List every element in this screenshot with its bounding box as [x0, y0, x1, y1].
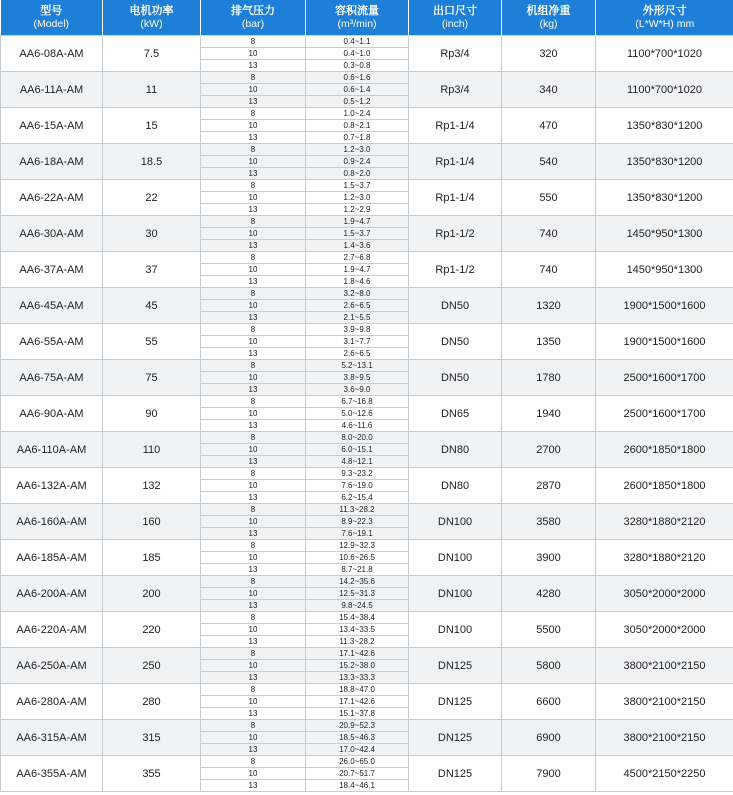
pressure-cell: 8: [201, 504, 306, 516]
flow-cell: 0.6~1.4: [306, 84, 409, 96]
flow-cell: 1.9~4.7: [306, 264, 409, 276]
table-row: [1, 432, 733, 444]
flow-cell: 0.9~2.4: [306, 156, 409, 168]
flow-cell: 15.1~37.8: [306, 708, 409, 720]
flow-cell: 0.5~1.2: [306, 96, 409, 108]
table-row: [1, 252, 733, 264]
flow-cell: 13.4~33.5: [306, 624, 409, 636]
flow-cell: 13.3~33.3: [306, 672, 409, 684]
outlet-cell: DN125: [409, 648, 502, 684]
pressure-cell: 10: [201, 156, 306, 168]
dims-cell: 3280*1880*2120: [596, 540, 733, 576]
flow-cell: 15.2~38.0: [306, 660, 409, 672]
weight-cell: 6600: [502, 684, 596, 720]
dims-cell: 3050*2000*2000: [596, 576, 733, 612]
outlet-cell: Rp3/4: [409, 72, 502, 108]
flow-cell: 1.5~3.7: [306, 180, 409, 192]
flow-cell: 20.9~52.3: [306, 720, 409, 732]
table-row: [1, 684, 733, 696]
flow-cell: 18.5~46.3: [306, 732, 409, 744]
pressure-cell: 13: [201, 60, 306, 72]
outlet-cell: Rp1-1/4: [409, 180, 502, 216]
flow-cell: 3.6~9.0: [306, 384, 409, 396]
pressure-cell: 8: [201, 288, 306, 300]
pressure-cell: 13: [201, 240, 306, 252]
pressure-cell: 10: [201, 732, 306, 744]
pressure-cell: 10: [201, 480, 306, 492]
flow-cell: 11.3~28.2: [306, 636, 409, 648]
model-cell: AA6-37A-AM: [1, 252, 103, 288]
pressure-cell: 8: [201, 684, 306, 696]
pressure-cell: 13: [201, 420, 306, 432]
dims-cell: 3280*1880*2120: [596, 504, 733, 540]
outlet-cell: DN100: [409, 540, 502, 576]
table-row: [1, 360, 733, 372]
flow-cell: 26.0~65.0: [306, 756, 409, 768]
pressure-cell: 13: [201, 348, 306, 360]
dims-cell: 3800*2100*2150: [596, 684, 733, 720]
power-cell: 75: [103, 360, 201, 396]
model-cell: AA6-250A-AM: [1, 648, 103, 684]
pressure-cell: 8: [201, 252, 306, 264]
header-power-cn: 电机功率: [129, 4, 174, 17]
flow-cell: 17.1~42.6: [306, 696, 409, 708]
power-cell: 200: [103, 576, 201, 612]
flow-cell: 2.6~6.5: [306, 300, 409, 312]
pressure-cell: 10: [201, 768, 306, 780]
table-row: [1, 720, 733, 732]
dims-cell: 4500*2150*2250: [596, 756, 733, 792]
power-cell: 7.5: [103, 36, 201, 72]
pressure-cell: 10: [201, 120, 306, 132]
pressure-cell: 10: [201, 372, 306, 384]
pressure-cell: 13: [201, 564, 306, 576]
power-cell: 18.5: [103, 144, 201, 180]
header-outlet-unit: (inch): [441, 17, 469, 30]
pressure-cell: 10: [201, 408, 306, 420]
spec-table-body: [1, 36, 733, 792]
weight-cell: 1350: [502, 324, 596, 360]
pressure-cell: 13: [201, 312, 306, 324]
pressure-cell: 10: [201, 192, 306, 204]
model-cell: AA6-90A-AM: [1, 396, 103, 432]
pressure-cell: 13: [201, 384, 306, 396]
weight-cell: 540: [502, 144, 596, 180]
dims-cell: 3050*2000*2000: [596, 612, 733, 648]
flow-cell: 1.2~3.0: [306, 144, 409, 156]
model-cell: AA6-110A-AM: [1, 432, 103, 468]
flow-cell: 12.5~31.3: [306, 588, 409, 600]
outlet-cell: Rp1-1/2: [409, 252, 502, 288]
header-power: [103, 0, 201, 36]
table-row: [1, 612, 733, 624]
flow-cell: 0.8~2.0: [306, 168, 409, 180]
outlet-cell: Rp1-1/4: [409, 108, 502, 144]
table-row: [1, 540, 733, 552]
flow-cell: 4.6~11.6: [306, 420, 409, 432]
flow-cell: 15.4~38.4: [306, 612, 409, 624]
pressure-cell: 8: [201, 72, 306, 84]
header-pressure-unit: (bar): [241, 17, 265, 30]
dims-cell: 1900*1500*1600: [596, 324, 733, 360]
header-model-cn: 型号: [40, 4, 63, 17]
model-cell: AA6-30A-AM: [1, 216, 103, 252]
outlet-cell: DN125: [409, 684, 502, 720]
header-dims: [596, 0, 733, 36]
weight-cell: 5500: [502, 612, 596, 648]
weight-cell: 2870: [502, 468, 596, 504]
model-cell: AA6-200A-AM: [1, 576, 103, 612]
outlet-cell: DN125: [409, 720, 502, 756]
table-row: [1, 396, 733, 408]
model-cell: AA6-75A-AM: [1, 360, 103, 396]
pressure-cell: 10: [201, 228, 306, 240]
power-cell: 30: [103, 216, 201, 252]
flow-cell: 3.2~8.0: [306, 288, 409, 300]
pressure-cell: 10: [201, 264, 306, 276]
model-cell: AA6-55A-AM: [1, 324, 103, 360]
flow-cell: 0.7~1.8: [306, 132, 409, 144]
pressure-cell: 8: [201, 468, 306, 480]
flow-cell: 9.8~24.5: [306, 600, 409, 612]
table-row: [1, 288, 733, 300]
table-row: [1, 504, 733, 516]
pressure-cell: 13: [201, 600, 306, 612]
flow-cell: 17.0~42.4: [306, 744, 409, 756]
power-cell: 15: [103, 108, 201, 144]
flow-cell: 1.2~2.9: [306, 204, 409, 216]
flow-cell: 8.0~20.0: [306, 432, 409, 444]
power-cell: 45: [103, 288, 201, 324]
power-cell: 250: [103, 648, 201, 684]
flow-cell: 1.4~3.6: [306, 240, 409, 252]
power-cell: 22: [103, 180, 201, 216]
dims-cell: 2600*1850*1800: [596, 432, 733, 468]
header-weight-cn: 机组净重: [526, 4, 571, 17]
flow-cell: 5.2~13.1: [306, 360, 409, 372]
flow-cell: 1.9~4.7: [306, 216, 409, 228]
power-cell: 90: [103, 396, 201, 432]
outlet-cell: DN80: [409, 468, 502, 504]
outlet-cell: DN50: [409, 360, 502, 396]
header-outlet-cn: 出口尺寸: [433, 4, 477, 17]
header-pressure: [201, 0, 306, 36]
pressure-cell: 10: [201, 300, 306, 312]
flow-cell: 1.0~2.4: [306, 108, 409, 120]
weight-cell: 5800: [502, 648, 596, 684]
flow-cell: 8.9~22.3: [306, 516, 409, 528]
flow-cell: 14.2~35.6: [306, 576, 409, 588]
pressure-cell: 10: [201, 552, 306, 564]
flow-cell: 6.7~16.8: [306, 396, 409, 408]
dims-cell: 1450*950*1300: [596, 252, 733, 288]
model-cell: AA6-15A-AM: [1, 108, 103, 144]
table-row: [1, 756, 733, 768]
pressure-cell: 8: [201, 756, 306, 768]
power-cell: 185: [103, 540, 201, 576]
outlet-cell: Rp1-1/2: [409, 216, 502, 252]
flow-cell: 2.7~6.8: [306, 252, 409, 264]
table-row: [1, 468, 733, 480]
pressure-cell: 8: [201, 432, 306, 444]
pressure-cell: 8: [201, 648, 306, 660]
power-cell: 315: [103, 720, 201, 756]
flow-cell: 2.6~6.5: [306, 348, 409, 360]
pressure-cell: 13: [201, 204, 306, 216]
dims-cell: 1350*830*1200: [596, 180, 733, 216]
outlet-cell: DN125: [409, 756, 502, 792]
dims-cell: 3800*2100*2150: [596, 648, 733, 684]
header-model-en: (Model): [33, 17, 70, 30]
pressure-cell: 8: [201, 144, 306, 156]
flow-cell: 11.3~28.2: [306, 504, 409, 516]
weight-cell: 550: [502, 180, 596, 216]
model-cell: AA6-45A-AM: [1, 288, 103, 324]
flow-cell: 20.7~51.7: [306, 768, 409, 780]
weight-cell: 740: [502, 216, 596, 252]
model-cell: AA6-355A-AM: [1, 756, 103, 792]
pressure-cell: 10: [201, 336, 306, 348]
flow-cell: 3.9~9.8: [306, 324, 409, 336]
outlet-cell: DN50: [409, 288, 502, 324]
outlet-cell: Rp1-1/4: [409, 144, 502, 180]
header-power-unit: (kW): [140, 17, 163, 30]
flow-cell: 6.2~15.4: [306, 492, 409, 504]
header-outlet: [409, 0, 502, 36]
model-cell: AA6-185A-AM: [1, 540, 103, 576]
flow-cell: 12.9~32.3: [306, 540, 409, 552]
table-row: [1, 72, 733, 84]
pressure-cell: 10: [201, 48, 306, 60]
outlet-cell: DN80: [409, 432, 502, 468]
flow-cell: 6.0~15.1: [306, 444, 409, 456]
power-cell: 160: [103, 504, 201, 540]
pressure-cell: 8: [201, 540, 306, 552]
flow-cell: 7.6~19.1: [306, 528, 409, 540]
model-cell: AA6-160A-AM: [1, 504, 103, 540]
weight-cell: 1780: [502, 360, 596, 396]
pressure-cell: 10: [201, 516, 306, 528]
flow-cell: 7.6~19.0: [306, 480, 409, 492]
dims-cell: 1450*950*1300: [596, 216, 733, 252]
weight-cell: 3900: [502, 540, 596, 576]
weight-cell: 2700: [502, 432, 596, 468]
outlet-cell: DN100: [409, 504, 502, 540]
dims-cell: 2600*1850*1800: [596, 468, 733, 504]
pressure-cell: 10: [201, 696, 306, 708]
pressure-cell: 13: [201, 636, 306, 648]
flow-cell: 1.2~3.0: [306, 192, 409, 204]
model-cell: AA6-280A-AM: [1, 684, 103, 720]
weight-cell: 6900: [502, 720, 596, 756]
outlet-cell: DN50: [409, 324, 502, 360]
flow-cell: 5.0~12.6: [306, 408, 409, 420]
header-flow-unit: (m³/min): [337, 17, 377, 30]
dims-cell: 1350*830*1200: [596, 144, 733, 180]
table-row: [1, 108, 733, 120]
flow-cell: 18.4~46.1: [306, 780, 409, 792]
table-row: [1, 180, 733, 192]
model-cell: AA6-08A-AM: [1, 36, 103, 72]
model-cell: AA6-11A-AM: [1, 72, 103, 108]
pressure-cell: 13: [201, 456, 306, 468]
pressure-cell: 13: [201, 708, 306, 720]
header-flow: [306, 0, 409, 36]
header-weight: [502, 0, 596, 36]
flow-cell: 8.7~21.8: [306, 564, 409, 576]
pressure-cell: 8: [201, 108, 306, 120]
dims-cell: 1100*700*1020: [596, 72, 733, 108]
power-cell: 280: [103, 684, 201, 720]
dims-cell: 1100*700*1020: [596, 36, 733, 72]
pressure-cell: 8: [201, 360, 306, 372]
pressure-cell: 13: [201, 276, 306, 288]
flow-cell: 0.6~1.6: [306, 72, 409, 84]
weight-cell: 4280: [502, 576, 596, 612]
weight-cell: 320: [502, 36, 596, 72]
pressure-cell: 13: [201, 96, 306, 108]
dims-cell: 1350*830*1200: [596, 108, 733, 144]
pressure-cell: 13: [201, 168, 306, 180]
header-weight-unit: (kg): [539, 17, 558, 30]
header-dims-unit: (L*W*H) mm: [635, 17, 695, 30]
model-cell: AA6-220A-AM: [1, 612, 103, 648]
table-row: [1, 324, 733, 336]
flow-cell: 2.1~5.5: [306, 312, 409, 324]
pressure-cell: 10: [201, 660, 306, 672]
header-flow-cn: 容积流量: [335, 4, 379, 17]
power-cell: 220: [103, 612, 201, 648]
pressure-cell: 10: [201, 84, 306, 96]
pressure-cell: 10: [201, 588, 306, 600]
flow-cell: 0.8~2.1: [306, 120, 409, 132]
pressure-cell: 13: [201, 492, 306, 504]
dims-cell: 2500*1600*1700: [596, 360, 733, 396]
power-cell: 110: [103, 432, 201, 468]
outlet-cell: Rp3/4: [409, 36, 502, 72]
pressure-cell: 8: [201, 720, 306, 732]
table-row: [1, 36, 733, 48]
pressure-cell: 13: [201, 672, 306, 684]
header-dims-cn: 外形尺寸: [642, 4, 687, 17]
flow-cell: 0.3~0.8: [306, 60, 409, 72]
model-cell: AA6-132A-AM: [1, 468, 103, 504]
power-cell: 37: [103, 252, 201, 288]
power-cell: 11: [103, 72, 201, 108]
model-cell: AA6-315A-AM: [1, 720, 103, 756]
weight-cell: 740: [502, 252, 596, 288]
pressure-cell: 13: [201, 132, 306, 144]
weight-cell: 1320: [502, 288, 596, 324]
header-row: [1, 0, 733, 36]
flow-cell: 0.4~1.0: [306, 48, 409, 60]
table-row: [1, 576, 733, 588]
weight-cell: 470: [502, 108, 596, 144]
dims-cell: 3800*2100*2150: [596, 720, 733, 756]
pressure-cell: 8: [201, 324, 306, 336]
pressure-cell: 8: [201, 612, 306, 624]
power-cell: 132: [103, 468, 201, 504]
header-model: [1, 0, 103, 36]
pressure-cell: 8: [201, 396, 306, 408]
power-cell: 355: [103, 756, 201, 792]
pressure-cell: 8: [201, 576, 306, 588]
table-row: [1, 648, 733, 660]
weight-cell: 7900: [502, 756, 596, 792]
outlet-cell: DN100: [409, 612, 502, 648]
flow-cell: 9.3~23.2: [306, 468, 409, 480]
weight-cell: 1940: [502, 396, 596, 432]
pressure-cell: 10: [201, 444, 306, 456]
pressure-cell: 13: [201, 744, 306, 756]
flow-cell: 18.8~47.0: [306, 684, 409, 696]
outlet-cell: DN100: [409, 576, 502, 612]
pressure-cell: 10: [201, 624, 306, 636]
flow-cell: 10.6~26.5: [306, 552, 409, 564]
flow-cell: 3.1~7.7: [306, 336, 409, 348]
pressure-cell: 8: [201, 36, 306, 48]
power-cell: 55: [103, 324, 201, 360]
header-pressure-cn: 排气压力: [231, 4, 275, 17]
flow-cell: 17.1~42.6: [306, 648, 409, 660]
flow-cell: 1.5~3.7: [306, 228, 409, 240]
weight-cell: 340: [502, 72, 596, 108]
flow-cell: 4.8~12.1: [306, 456, 409, 468]
dims-cell: 1900*1500*1600: [596, 288, 733, 324]
flow-cell: 3.8~9.5: [306, 372, 409, 384]
pressure-cell: 8: [201, 180, 306, 192]
model-cell: AA6-22A-AM: [1, 180, 103, 216]
outlet-cell: DN65: [409, 396, 502, 432]
pressure-cell: 8: [201, 216, 306, 228]
table-row: [1, 144, 733, 156]
weight-cell: 3580: [502, 504, 596, 540]
flow-cell: 0.4~1.1: [306, 36, 409, 48]
pressure-cell: 13: [201, 780, 306, 792]
dims-cell: 2500*1600*1700: [596, 396, 733, 432]
table-row: [1, 216, 733, 228]
flow-cell: 1.8~4.6: [306, 276, 409, 288]
pressure-cell: 13: [201, 528, 306, 540]
model-cell: AA6-18A-AM: [1, 144, 103, 180]
